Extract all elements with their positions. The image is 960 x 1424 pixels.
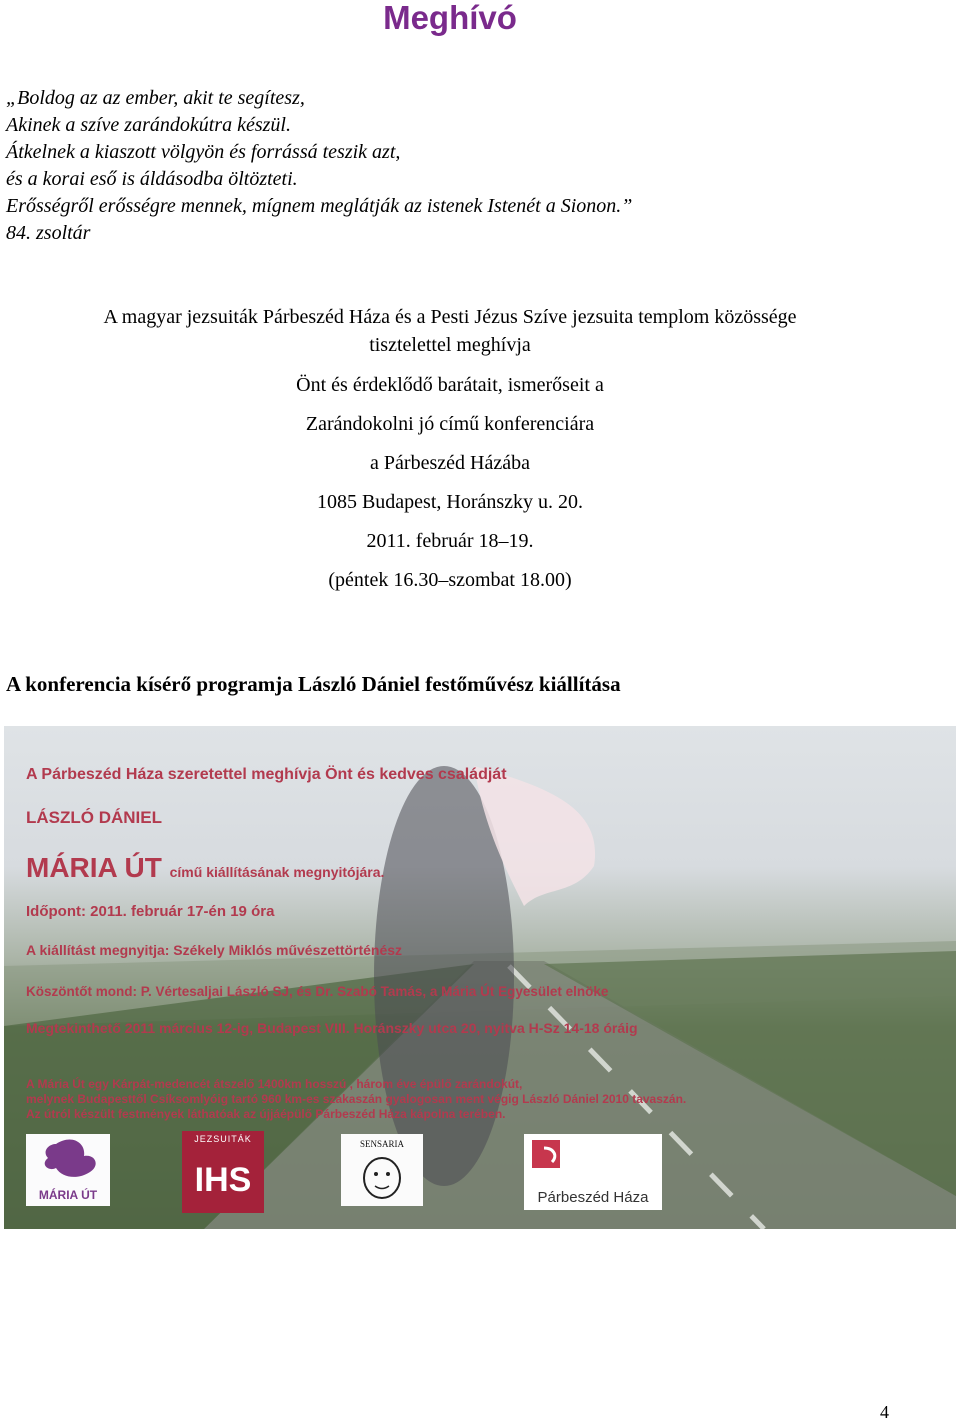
- invitation-text: [0, 303, 900, 592]
- poster-exhibition-subtitle: című kiállításának megnyitójára.: [169, 864, 385, 880]
- poem-line: „Boldog az az ember, akit te segítesz,: [6, 87, 305, 109]
- jezsuitak-ihs-logo: [182, 1131, 264, 1213]
- maria-ut-logo: [26, 1134, 110, 1206]
- road-landscape-image: [4, 726, 956, 1229]
- venue: a Párbeszéd Házába: [370, 452, 530, 474]
- poster-opener: A kiállítást megnyitja: Székely Miklós művészettörténész: [26, 942, 403, 958]
- sensaria-face-icon: [341, 1134, 423, 1206]
- poem-line: Akinek a szíve zarándokútra készül.: [6, 114, 291, 136]
- bird-icon: [26, 1134, 110, 1186]
- parbeszed-symbol-icon: [528, 1136, 578, 1182]
- ihs-monogram: IHS: [194, 1161, 252, 1199]
- sensaria-label: SENSARIA: [359, 1139, 405, 1149]
- address: 1085 Budapest, Horánszky u. 20.: [316, 491, 584, 513]
- poem-line: Átkelnek a kiaszott völgyön és forrássá teszik azt,: [6, 141, 401, 163]
- invitation-hosts: A magyar jezsuiták Párbeszéd Háza és a Pesti Jézus Szíve jezsuita templom közössége: [103, 306, 797, 328]
- page-number: 4: [880, 1402, 889, 1422]
- parbeszed-haza-text: Párbeszéd Háza: [537, 1189, 649, 1206]
- poster-info-line: A Mária Út egy Kárpát-medencét átszelő 1400km hosszú , három éve épülő zarándokút,: [26, 1077, 523, 1091]
- poster-greeting: Köszöntőt mond: P. Vértesaljai László SJ, és Dr. Szabó Tamás, a Mária Út Egyesület elnöke: [26, 984, 609, 999]
- parbeszed-haza-logo: [524, 1134, 662, 1210]
- poster-viewing: Megtekinthető 2011 március 12-ig, Budapest VIII. Horánszky utca 20, nyitva H-Sz 14-18 óráig: [26, 1020, 638, 1036]
- jezsuitak-label: JEZSUITÁK: [194, 1134, 252, 1144]
- poster-info: [26, 1077, 686, 1122]
- exhibition-poster: [4, 726, 956, 1229]
- poster-time: Időpont: 2011. február 17-én 19 óra: [26, 903, 275, 920]
- psalm-quote: [6, 85, 906, 247]
- sensaria-logo: [341, 1134, 423, 1206]
- poster-info-line: melynek Budapesttől Csíksomlyóig tartó 960 km-es szakaszán gyalogosan ment végig László Dániel 2010 tavaszán.: [26, 1092, 687, 1106]
- poem-line: és a korai eső is áldásodba öltözteti.: [6, 168, 298, 190]
- dates: 2011. február 18–19.: [366, 530, 534, 552]
- poem-line: Erősségről erősségre mennek, mígnem meglátják az istenek Istenét a Sionon.”: [6, 195, 633, 217]
- maria-ut-logo-text: MÁRIA ÚT: [38, 1188, 98, 1202]
- conference-title: Zarándokolni jó című konferenciára: [305, 413, 595, 435]
- page-title: Meghívó: [383, 0, 517, 36]
- invitation-guests: Önt és érdeklődő barátait, ismerőseit a: [296, 374, 604, 396]
- times: (péntek 16.30–szombat 18.00): [328, 569, 572, 591]
- poster-exhibition-title: [26, 852, 384, 884]
- poster-invite: A Párbeszéd Háza szeretettel meghívja Önt és kedves családját: [26, 766, 507, 783]
- poem-source: 84. zsoltár: [6, 222, 91, 244]
- accompanying-program-heading: A konferencia kísérő programja László Dániel festőművész kiállítása: [6, 672, 621, 696]
- poster-info-line: Az útról készült festmények láthatóak az újjáépülő Párbeszéd Háza kápolna terében.: [26, 1107, 506, 1121]
- poster-exhibition-name: MÁRIA ÚT: [26, 852, 162, 883]
- invitation-invites: tisztelettel meghívja: [369, 334, 531, 356]
- poster-artist: LÁSZLÓ DÁNIEL: [26, 808, 162, 827]
